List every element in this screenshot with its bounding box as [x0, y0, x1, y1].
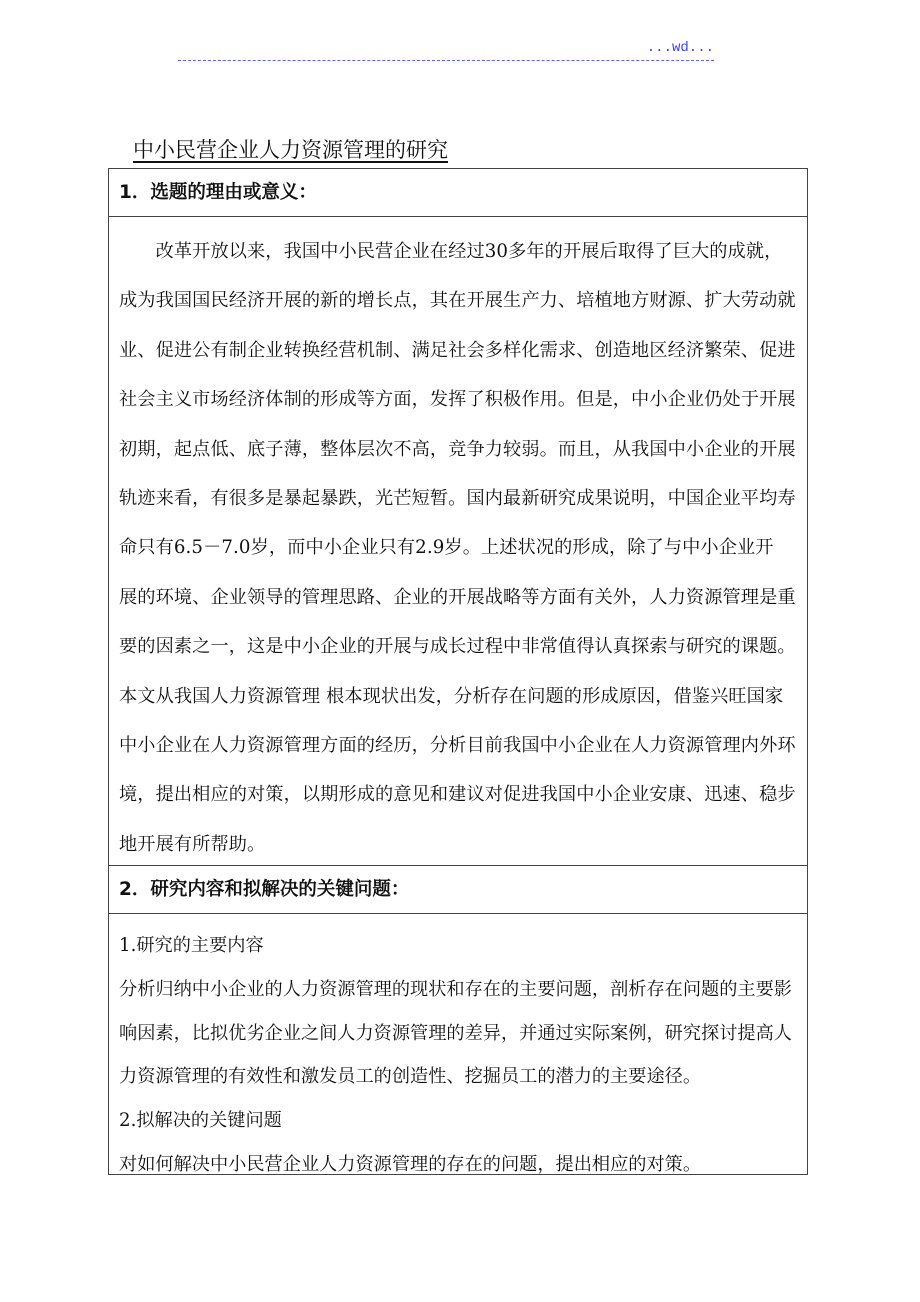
paragraph-line: 力资源管理的有效性和激发员工的创造性、挖掘员工的潜力的主要途径。	[119, 1066, 702, 1088]
page-header-rule	[178, 40, 714, 61]
paragraph-line: 展的环境、企业领导的管理思路、企业的开展战略等方面有关外，人力资源管理是重	[119, 586, 796, 608]
paragraph-line: 初期，起点低、底子薄，整体层次不高，竞争力较弱。而且，从我国中小企业的开展	[119, 438, 796, 460]
paragraph-line: 境，提出相应的对策，以期形成的意见和建议对促进我国中小企业安康、迅速、稳步	[119, 784, 796, 806]
paragraph-line: 业、促进公有制企业转换经营机制、满足社会多样化需求、创造地区经济繁荣、促进	[119, 339, 796, 361]
header-mark: ...wd...	[646, 40, 714, 56]
document-title: 中小民营企业人力资源管理的研究	[133, 138, 448, 162]
paragraph-line: 分析归纳中小企业的人力资源管理的现状和存在的主要问题，剖析存在问题的主要影	[119, 978, 792, 1000]
paragraph-line: 对如何解决中小民营企业人力资源管理的存在的问题，提出相应的对策。	[119, 1153, 702, 1175]
paragraph-line: 1.研究的主要内容	[119, 935, 264, 956]
paragraph-line: 命只有6.5－7.0岁，而中小企业只有2.9岁。上述状况的形成，除了与中小企业开	[119, 537, 774, 559]
paragraph-line: 2.拟解决的关键问题	[119, 1110, 282, 1132]
paragraph-line: 地开展有所帮助。	[119, 833, 266, 855]
section2-heading: 2．研究内容和拟解决的关键问题：	[109, 866, 807, 914]
paragraph-line: 社会主义市场经济体制的形成等方面，发挥了积极作用。但是，中小企业仍处于开展	[119, 389, 796, 411]
section2-body	[109, 914, 807, 1174]
paragraph-line: 要的因素之一，这是中小企业的开展与成长过程中非常值得认真探索与研究的课题。	[119, 636, 796, 658]
section1-body	[109, 217, 807, 866]
paragraph-line: 本文从我国人力资源管理 根本现状出发，分析存在问题的形成原因，借鉴兴旺国家	[119, 685, 784, 707]
paragraph-line: 成为我国国民经济开展的新的增长点，其在开展生产力、培植地方财源、扩大劳动就	[119, 290, 796, 312]
paragraph-line: 轨迹来看，有很多是暴起暴跌，光芒短暂。国内最新研究成果说明，中国企业平均寿	[119, 488, 796, 510]
paragraph-line: 响因素，比拟优劣企业之间人力资源管理的差异，并通过实际案例，研究探讨提高人	[119, 1022, 792, 1044]
paragraph-line: 改革开放以来，我国中小民营企业在经过30多年的开展后取得了巨大的成就，	[119, 241, 783, 262]
proposal-table	[108, 168, 808, 1175]
paragraph-line: 中小企业在人力资源管理方面的经历，分析目前我国中小企业在人力资源管理内外环	[119, 735, 796, 757]
section1-heading: 1．选题的理由或意义：	[109, 169, 807, 217]
